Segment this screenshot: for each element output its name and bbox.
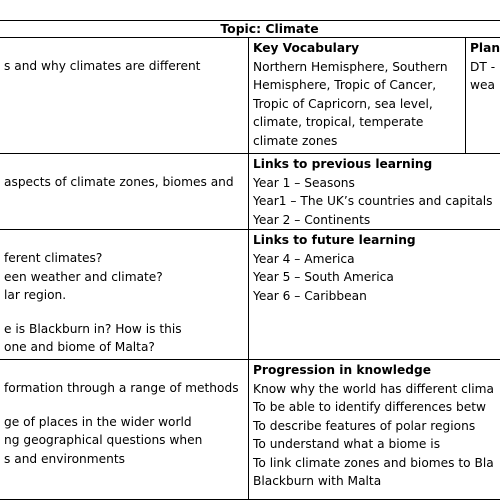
skills-line: formation through a range of methods	[4, 381, 239, 395]
skills-line: ge of places in the wider world	[4, 414, 192, 429]
progression-heading: Progression in knowledge	[253, 363, 431, 377]
progression-line: Blackburn with Malta	[253, 474, 382, 488]
aims-text-line: s and why climates are different	[4, 59, 201, 73]
links-future-cell	[249, 230, 500, 360]
question-line: een weather and climate?	[4, 269, 163, 284]
planning-line: DT -	[470, 59, 496, 74]
future-learning-line: Year 4 – America	[253, 251, 355, 266]
previous-learning-line: Year 1 – Seasons	[253, 175, 355, 190]
progression-cell	[249, 360, 500, 500]
vocab-line: Hemisphere, Tropic of Cancer,	[253, 78, 437, 92]
key-vocabulary-heading: Key Vocabulary	[253, 41, 360, 55]
topic-title-cell	[0, 21, 500, 38]
spacer	[4, 305, 245, 320]
climate-topic-table	[0, 20, 500, 500]
question-line: e is Blackburn in? How is this	[4, 321, 182, 336]
key-vocabulary-cell	[249, 38, 466, 154]
aims-cell	[0, 38, 249, 154]
progression-line: To be able to identify differences betw	[253, 400, 486, 414]
vocab-line: Tropic of Capricorn, sea level,	[253, 96, 433, 111]
skills-line: ng geographical questions when	[4, 433, 203, 447]
spacer	[4, 398, 245, 413]
question-line: lar region.	[4, 288, 67, 302]
skills-line: s and environments	[4, 451, 125, 466]
skills-cell	[0, 360, 249, 500]
progression-line: To understand what a biome is	[253, 437, 441, 451]
question-line: one and biome of Malta?	[4, 340, 155, 354]
future-learning-line: Year 5 – South America	[253, 270, 394, 284]
links-future-heading: Links to future learning	[253, 233, 416, 247]
planning-line: wea	[470, 78, 495, 92]
links-previous-heading: Links to previous learning	[253, 157, 433, 171]
vocab-line: climate, tropical, temperate	[253, 115, 424, 129]
previous-learning-line: Year 2 – Continents	[253, 212, 371, 227]
question-line: ferent climates?	[4, 251, 103, 265]
progression-line: To link climate zones and biomes to Bla	[253, 455, 494, 470]
vocab-line: climate zones	[253, 133, 338, 148]
links-previous-cell	[249, 154, 500, 230]
objectives-cell	[0, 154, 249, 230]
progression-line: To describe features of polar regions	[253, 418, 476, 433]
planning-heading: Plan	[470, 41, 500, 55]
planning-cell	[466, 38, 500, 154]
vocab-line: Northern Hemisphere, Southern	[253, 59, 448, 74]
progression-line: Know why the world has different clima	[253, 381, 494, 396]
key-questions-cell	[0, 230, 249, 360]
future-learning-line: Year 6 – Caribbean	[253, 288, 367, 303]
previous-learning-line: Year1 – The UK’s countries and capitals	[253, 194, 493, 208]
objectives-text-line: aspects of climate zones, biomes and	[4, 175, 234, 189]
topic-title: Topic: Climate	[220, 21, 319, 36]
